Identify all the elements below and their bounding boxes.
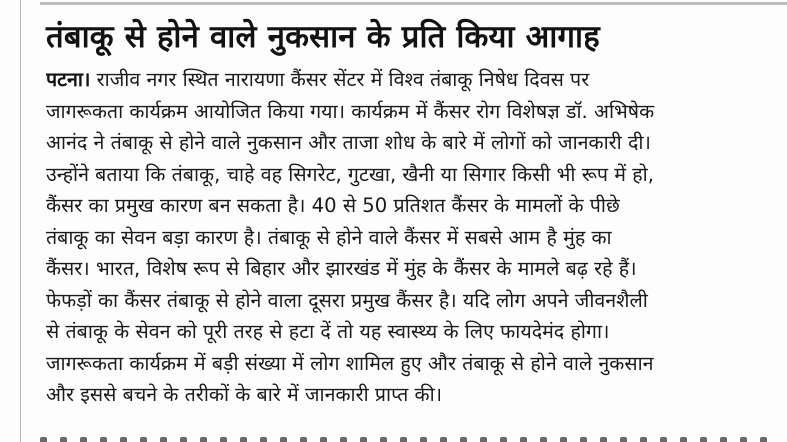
dateline: पटना।: [46, 68, 91, 91]
body-line-1-text: राजीव नगर स्थित नारायणा कैंसर सेंटर में विश्व तंबाकू निषेध दिवस पर: [96, 68, 590, 91]
body-line-4: उन्होंने बताया कि तंबाकू, चाहे वह सिगरेट, गुटखा, खैनी या सिगार किसी भी रूप में हो,: [46, 162, 654, 186]
body-line-10: जागरूकता कार्यक्रम में बड़ी संख्या में लोग शामिल हुए और तंबाकू से होने वाले नुकसान: [46, 351, 654, 375]
body-line-9: से तंबाकू के सेवन को पूरी तरह से हटा दें तो यह स्वास्थ्य के लिए फायदेमंद होगा।: [46, 320, 610, 343]
body-line-5: कैंसर का प्रमुख कारण बन सकता है। 40 से 50 प्रतिशत कैंसर के मामलों के पीछे: [46, 194, 620, 217]
headline: तंबाकू से होने वाले नुकसान के प्रति किया आगाह: [46, 19, 600, 55]
body-line-8: फेफड़ों का कैंसर तंबाकू से होने वाला दूसरा प्रमुख कैंसर है। यदि लोग अपने जीवनशैली: [46, 288, 648, 312]
article-body: [46, 64, 776, 411]
body-line-1: [46, 64, 776, 96]
body-line-2: जागरूकता कार्यक्रम आयोजित किया गया। कार्यक्रम में कैंसर रोग विशेषज्ञ डॉ. अभिषेक: [46, 99, 655, 123]
column-rule: [20, 0, 21, 442]
body-line-6: तंबाकू का सेवन बड़ा कारण है। तंबाकू से होने वाले कैंसर में सबसे आम है मुंह का: [46, 225, 612, 249]
body-line-3: आनंद ने तंबाकू से होने वाले नुकसान और ताजा शोध के बारे में लोगों को जानकारी दी।: [46, 131, 651, 154]
body-line-11: और इससे बचने के तरीकों के बारे में जानकारी प्राप्त की।: [46, 383, 443, 406]
body-line-7: कैंसर। भारत, विशेष रूप से बिहार और झारखंड में मुंह के कैंसर के मामले बढ़ रहे हैं।: [46, 257, 637, 280]
top-rule: [40, 2, 787, 5]
cut-off-next-line: [40, 434, 787, 442]
